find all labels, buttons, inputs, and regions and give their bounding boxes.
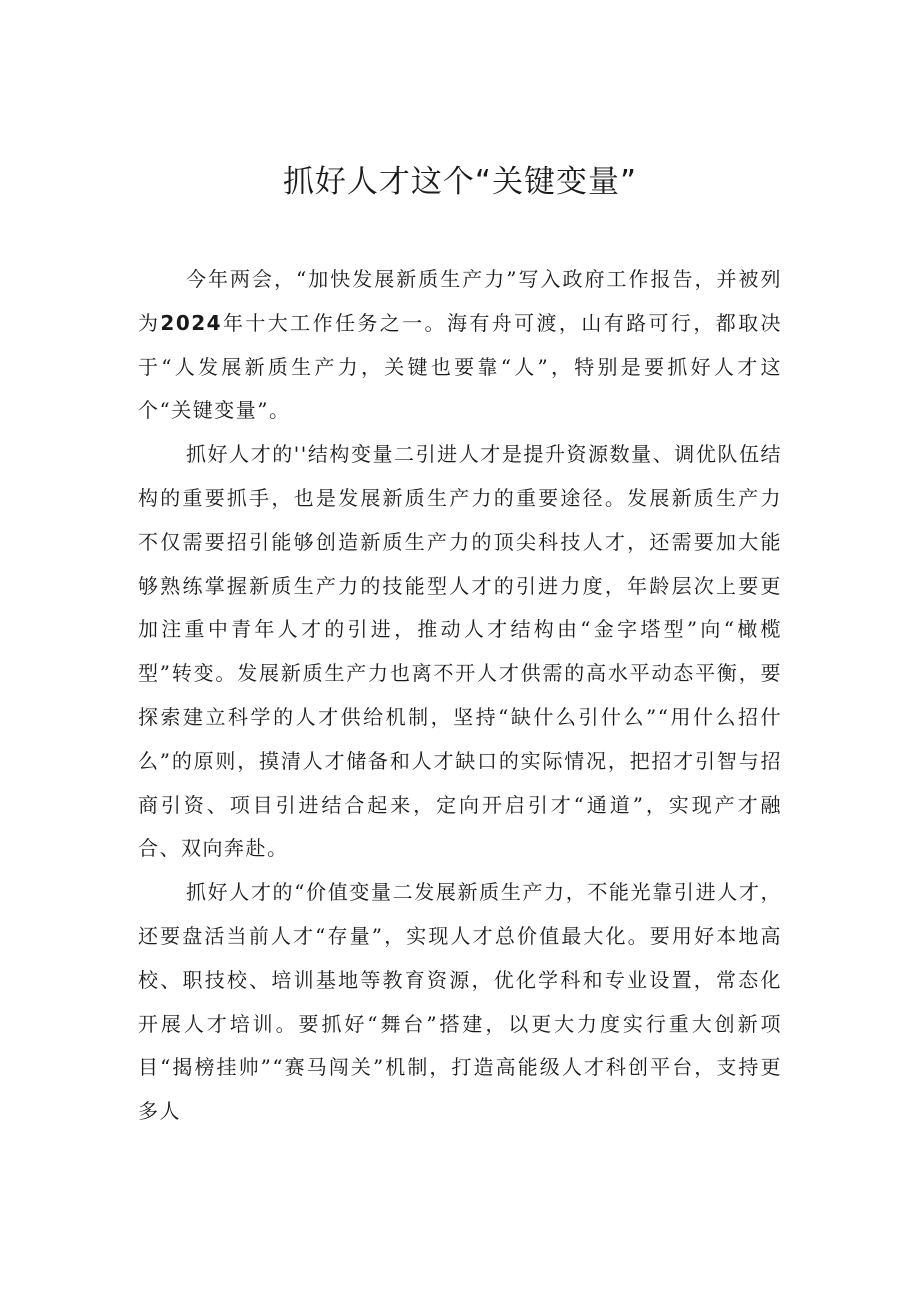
- document-title: 抓好人才这个“关键变量”: [282, 164, 638, 200]
- paragraph-structure-variable: 抓好人才的''结构变量二引进人才是提升资源数量、调优队伍结构的重要抓手，也是发展新质生产力的重要途径。发展新质生产力不仅需要招引能够创造新质生产力的顶尖科技人才，还需要加大能够熟练掌握新质生产力的技能型人才的引进力度，年龄层次上要更加注重中青年人才的引进，推动人才结构由“金字塔型”向“橄榄型”转变。发展新质生产力也离不开人才供需的高水平动态平衡，要探索建立科学的人才供给机制，坚持“缺什么引什么”“用什么招什么”的原则，摸清人才储备和人才缺口的实际情况，把招才引智与招商引资、项目引进结合起来，定向开启引才“通道”，实现产才融合、双向奔赴。: [138, 442, 782, 861]
- paragraph-intro: [138, 258, 782, 433]
- paragraph-intro-text-start: 今年两会，“加快发展新质生产力”写入政府工作报告，并被列为: [138, 267, 782, 335]
- paragraph-intro-year: 2024: [160, 310, 223, 335]
- paragraph-intro-text-end: 年十大工作任务之一。海有舟可渡，山有路可行，都取决于“人发展新质生产力，关键也要靠“人”，特别是要抓好人才这个“关键变量”。: [138, 310, 783, 423]
- document-body: [138, 258, 782, 1134]
- paragraph-value-variable: 抓好人才的“价值变量二发展新质生产力，不能光靠引进人才，还要盘活当前人才“存量”，实现人才总价值最大化。要用好本地高校、职技校、培训基地等教育资源，优化学科和专业设置，常态化开展人才培训。要抓好“舞台”搭建，以更大力度实行重大创新项目“揭榜挂帅”“赛马闯关”机制，打造高能级人才科创平台，支持更多人: [138, 880, 782, 1124]
